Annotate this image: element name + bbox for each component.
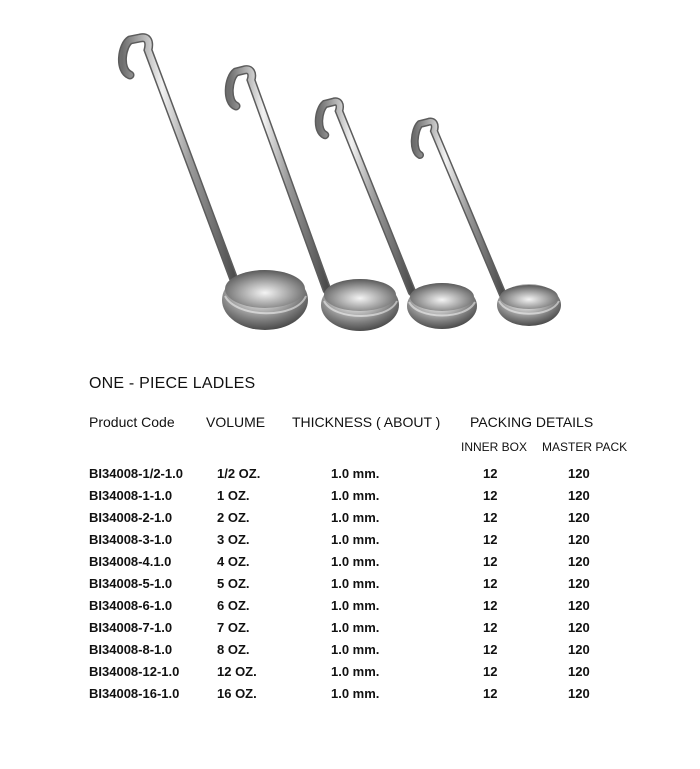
inner-box-cell: 12 xyxy=(483,664,498,679)
header-thickness: THICKNESS ( ABOUT ) xyxy=(292,414,441,430)
volume-cell: 4 OZ. xyxy=(217,554,250,569)
table-row xyxy=(0,466,700,488)
volume-cell: 3 OZ. xyxy=(217,532,250,547)
inner-box-cell: 12 xyxy=(483,554,498,569)
inner-box-cell: 12 xyxy=(483,466,498,481)
inner-box-cell: 12 xyxy=(483,532,498,547)
volume-cell: 6 OZ. xyxy=(217,598,250,613)
master-pack-cell: 120 xyxy=(568,664,590,679)
section-title: ONE - PIECE LADLES xyxy=(89,375,256,392)
table-row xyxy=(0,510,700,532)
inner-box-cell: 12 xyxy=(483,488,498,503)
ladle-1 xyxy=(122,38,308,330)
master-pack-cell: 120 xyxy=(568,510,590,525)
thickness-cell: 1.0 mm. xyxy=(331,488,380,503)
master-pack-cell: 120 xyxy=(568,576,590,591)
inner-box-cell: 12 xyxy=(483,686,498,701)
header-inner-box: INNER BOX xyxy=(461,440,528,454)
header-product-code: Product Code xyxy=(89,414,175,430)
thickness-cell: 1.0 mm. xyxy=(331,642,380,657)
volume-cell: 1/2 OZ. xyxy=(217,466,261,481)
master-pack-cell: 120 xyxy=(568,686,590,701)
product-code-cell: BI34008-7-1.0 xyxy=(89,620,173,635)
thickness-cell: 1.0 mm. xyxy=(331,620,380,635)
header-master-pack: MASTER PACK xyxy=(542,440,628,454)
thickness-cell: 1.0 mm. xyxy=(331,686,380,701)
ladles-photo xyxy=(100,20,600,350)
master-pack-cell: 120 xyxy=(568,466,590,481)
volume-cell: 5 OZ. xyxy=(217,576,250,591)
inner-box-cell: 12 xyxy=(483,620,498,635)
table-row xyxy=(0,598,700,620)
volume-cell: 1 OZ. xyxy=(217,488,250,503)
product-code-cell: BI34008-8-1.0 xyxy=(89,642,173,657)
inner-box-cell: 12 xyxy=(483,598,498,613)
master-pack-cell: 120 xyxy=(568,532,590,547)
table-row xyxy=(0,488,700,510)
inner-box-cell: 12 xyxy=(483,510,498,525)
product-code-cell: BI34008-12-1.0 xyxy=(89,664,180,679)
thickness-cell: 1.0 mm. xyxy=(331,576,380,591)
master-pack-cell: 120 xyxy=(568,620,590,635)
product-code-cell: BI34008-6-1.0 xyxy=(89,598,173,613)
master-pack-cell: 120 xyxy=(568,598,590,613)
master-pack-cell: 120 xyxy=(568,488,590,503)
table-row xyxy=(0,664,700,686)
inner-box-cell: 12 xyxy=(483,576,498,591)
product-code-cell: BI34008-1/2-1.0 xyxy=(89,466,183,481)
volume-cell: 12 OZ. xyxy=(217,664,257,679)
product-code-cell: BI34008-5-1.0 xyxy=(89,576,173,591)
thickness-cell: 1.0 mm. xyxy=(331,598,380,613)
master-pack-cell: 120 xyxy=(568,642,590,657)
table-row xyxy=(0,686,700,708)
volume-cell: 16 OZ. xyxy=(217,686,257,701)
product-code-cell: BI34008-1-1.0 xyxy=(89,488,173,503)
table-row xyxy=(0,642,700,664)
header-volume: VOLUME xyxy=(206,414,266,430)
thickness-cell: 1.0 mm. xyxy=(331,532,380,547)
table-row xyxy=(0,620,700,642)
thickness-cell: 1.0 mm. xyxy=(331,664,380,679)
product-code-cell: BI34008-2-1.0 xyxy=(89,510,173,525)
volume-cell: 8 OZ. xyxy=(217,642,250,657)
table-row xyxy=(0,554,700,576)
table-row xyxy=(0,532,700,554)
product-code-cell: BI34008-16-1.0 xyxy=(89,686,180,701)
thickness-cell: 1.0 mm. xyxy=(331,554,380,569)
inner-box-cell: 12 xyxy=(483,642,498,657)
product-code-cell: BI34008-3-1.0 xyxy=(89,532,173,547)
header-packing-details: PACKING DETAILS xyxy=(470,414,594,430)
thickness-cell: 1.0 mm. xyxy=(331,466,380,481)
thickness-cell: 1.0 mm. xyxy=(331,510,380,525)
product-code-cell: BI34008-4.1.0 xyxy=(89,554,172,569)
volume-cell: 7 OZ. xyxy=(217,620,250,635)
table-row xyxy=(0,576,700,598)
volume-cell: 2 OZ. xyxy=(217,510,250,525)
master-pack-cell: 120 xyxy=(568,554,590,569)
